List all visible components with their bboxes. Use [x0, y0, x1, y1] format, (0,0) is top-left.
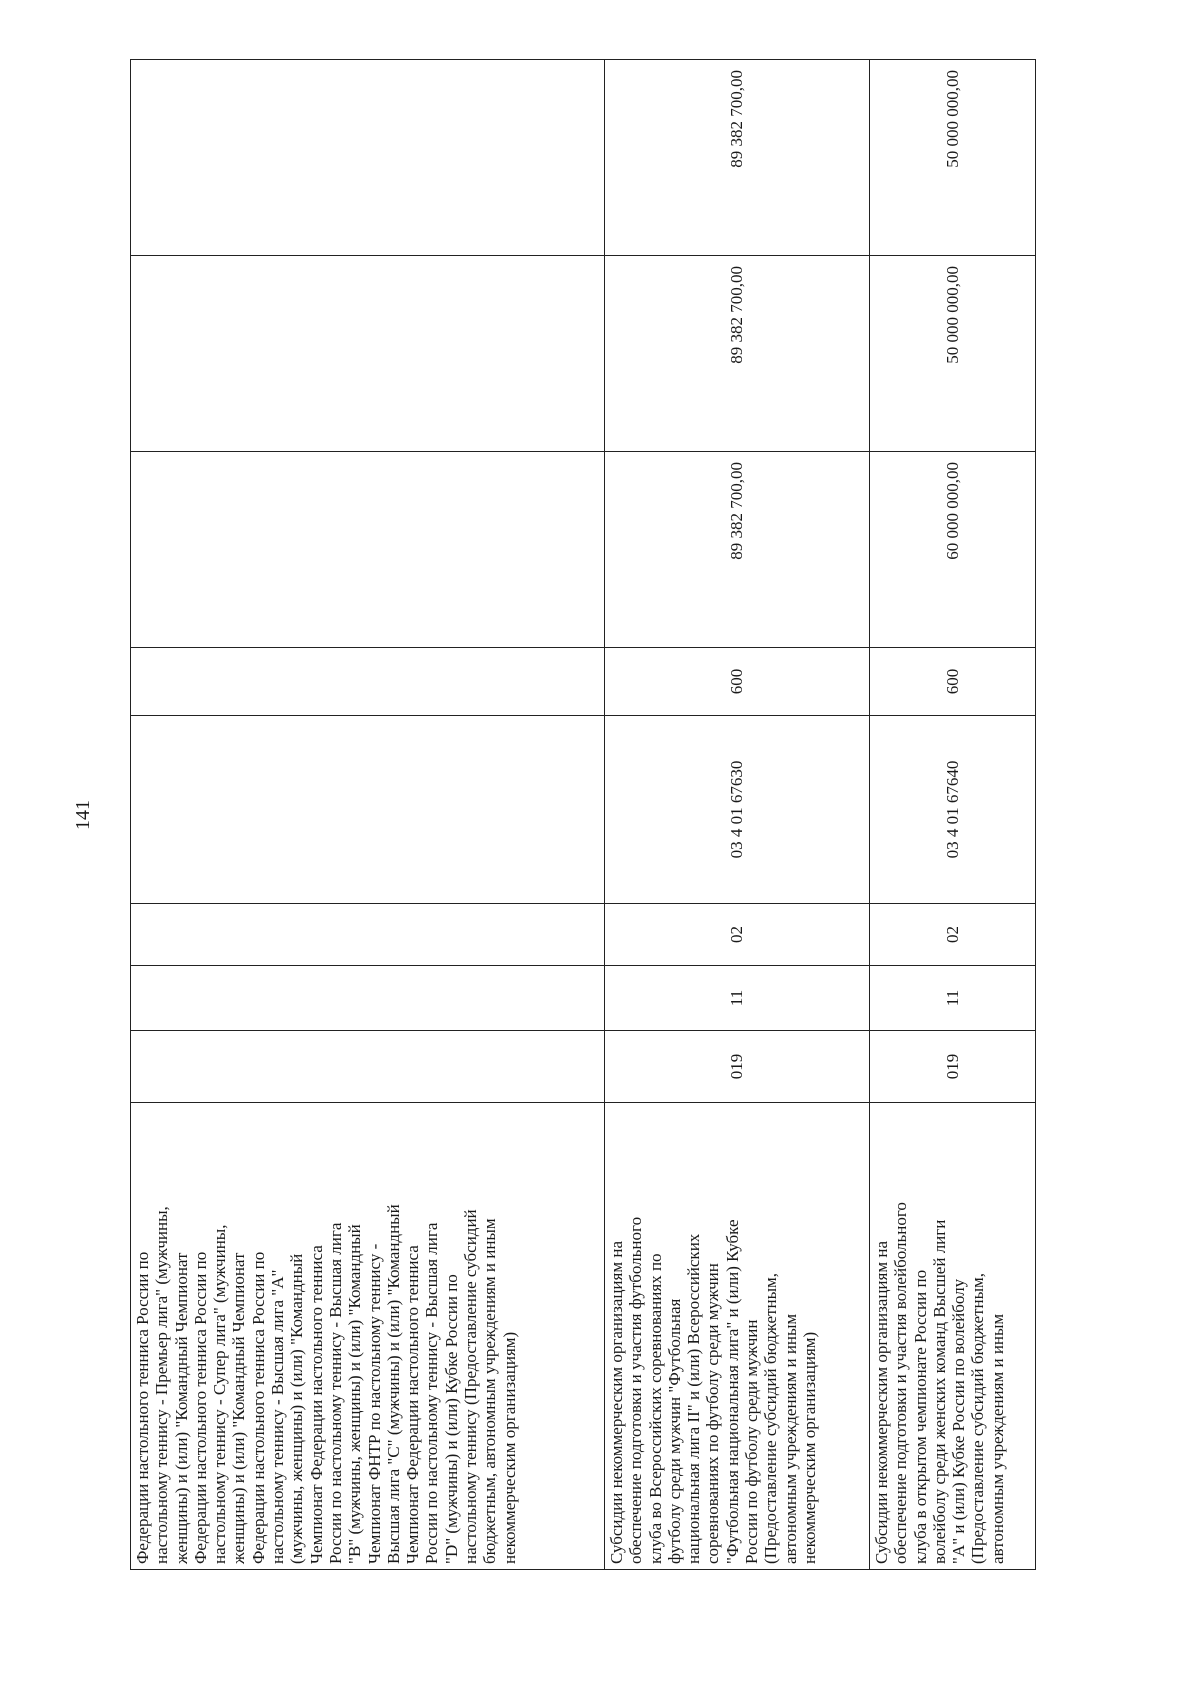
table-row — [605, 60, 870, 1570]
target-article-cell: 03 4 01 67630 — [605, 716, 870, 904]
section-cell — [131, 966, 605, 1031]
amount-year-3-cell: 50 000 000,00 — [870, 60, 1036, 256]
amount-year-2-cell — [131, 256, 605, 452]
row-description: Федерации настольного тенниса России по настольному теннису - Премьер лига" (мужчины, женщины) и (или) "Командный Чемпионат Федерации настольного тенниса России по настольному теннису - Супер лига" (мужчины, женщины) и (или) "Командный Чемпионат Федерации настольного тенниса России по настольному теннису - Высшая лига "А" (мужчины, женщины) и (или) "Командный Чемпионат Федерации настольного тенниса России по настольному теннису - Высшая лига "В" (мужчины, женщины) и (или) "Командный Чемпионат ФНТР по настольному теннису - Высшая лига "С" (мужчины) и (или) "Командный Чемпионат Федерации настольного тенниса России по настольному теннису - Высшая лига "D" (мужчины) и (или) Кубке России по настольному теннису (Предоставление субсидий бюджетным, автономным учреждениям и иным некоммерческим организациям) — [131, 1103, 605, 1570]
section-cell: 11 — [605, 966, 870, 1031]
expense-type-cell: 600 — [870, 648, 1036, 716]
table-row — [870, 60, 1036, 1570]
amount-year-2-cell: 89 382 700,00 — [605, 256, 870, 452]
table-row — [131, 60, 605, 1570]
amount-year-1-cell: 89 382 700,00 — [605, 452, 870, 648]
page-number: 141 — [72, 800, 94, 830]
amount-year-1-cell — [131, 452, 605, 648]
rotated-table-container — [130, 60, 1035, 1570]
subsection-cell — [131, 904, 605, 966]
subsection-cell: 02 — [870, 904, 1036, 966]
expense-type-cell: 600 — [605, 648, 870, 716]
amount-year-3-cell: 89 382 700,00 — [605, 60, 870, 256]
ministry-code-cell: 019 — [605, 1031, 870, 1103]
section-cell: 11 — [870, 966, 1036, 1031]
row-description: Субсидии некоммерческим организациям на обеспечение подготовки и участия футбольного клуба во Всероссийских соревнованиях по футболу среди мужчин "Футбольная национальная лига II" и (или) Всероссийских соревнованиях по футболу среди мужчин "Футбольная национальная лига" и (или) Кубке России по футболу среди мужчин (Предоставление субсидий бюджетным, автономным учреждениям и иным некоммерческим организациям) — [605, 1103, 870, 1570]
target-article-cell: 03 4 01 67640 — [870, 716, 1036, 904]
expense-type-cell — [131, 648, 605, 716]
target-article-cell — [131, 716, 605, 904]
subsection-cell: 02 — [605, 904, 870, 966]
amount-year-1-cell: 60 000 000,00 — [870, 452, 1036, 648]
amount-year-2-cell: 50 000 000,00 — [870, 256, 1036, 452]
amount-year-3-cell — [131, 60, 605, 256]
budget-table — [130, 59, 1036, 1570]
ministry-code-cell: 019 — [870, 1031, 1036, 1103]
ministry-code-cell — [131, 1031, 605, 1103]
row-description: Субсидии некоммерческим организациям на обеспечение подготовки и участия волейбольного клуба в открытом чемпионате России по волейболу среди женских команд Высшей лиги "А" и (или) Кубке России по волейболу (Предоставление субсидий бюджетным, автономным учреждениям и иным — [870, 1103, 1036, 1570]
